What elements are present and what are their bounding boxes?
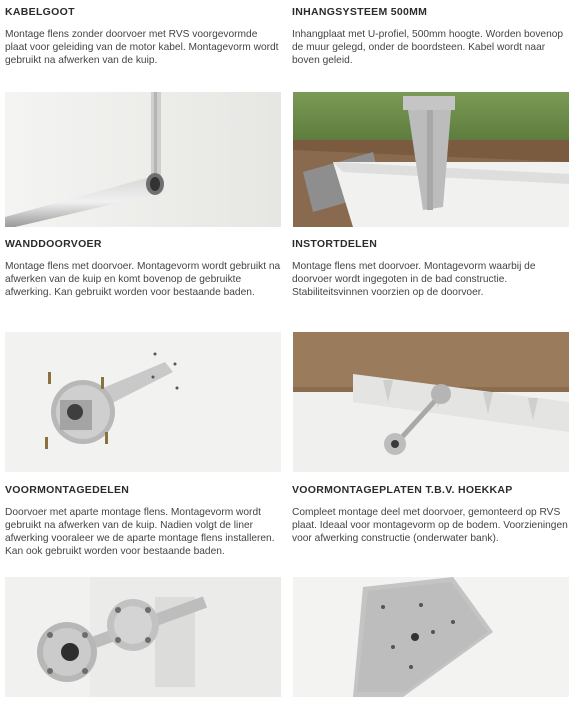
section-description: Montage flens met doorvoer. Montagevorm waarbij de doorvoer wordt ingegoten in de bad constructie. Stabiliteitsvinnen voorzien op de doorvoer.	[292, 261, 536, 299]
section-description: Montage flens zonder doorvoer met RVS voorgevormde plaat voor geleiding van de motor kabel. Montagevorm wordt gebruikt na afwerken van de kuip.	[5, 29, 279, 67]
section-description: Montage flens met doorvoer. Montagevorm wordt gebruikt na afwerken van de kuip en komt bovenop de gebruikte afwerking. Kan gebruikt worden voor bestaande baden.	[5, 261, 281, 299]
photo-voormontageplaten	[293, 577, 569, 697]
section-wanddoorvoer	[5, 238, 281, 299]
photo-inhangsysteem	[293, 92, 569, 227]
section-voormontageplaten	[292, 484, 570, 545]
section-description: Inhangplaat met U-profiel, 500mm hoogte. Worden bovenop de muur gelegd, onder de boordsteen. Kabel wordt naar boven geleid.	[292, 29, 564, 67]
section-description: Doorvoer met aparte montage flens. Montagevorm wordt gebruikt na afwerken van de kuip. Nadien volgt de liner afwerking vooraleer we de aparte montage flens installeren. Kan ook gebruikt worden voor bestaande baden.	[5, 507, 275, 558]
section-title: WANDDOORVOER	[5, 238, 102, 250]
photo-voormontagedelen	[5, 577, 281, 697]
section-kabelgoot	[5, 6, 281, 67]
section-title: INHANGSYSTEEM 500MM	[292, 6, 428, 18]
section-title: VOORMONTAGEPLATEN T.B.V. HOEKKAP	[292, 484, 513, 496]
photo-wanddoorvoer	[5, 332, 281, 472]
photo-kabelgoot	[5, 92, 281, 227]
section-inhangsysteem	[292, 6, 570, 67]
section-title: INSTORTDELEN	[292, 238, 378, 250]
section-title: VOORMONTAGEDELEN	[5, 484, 130, 496]
section-voormontagedelen	[5, 484, 281, 558]
section-instortdelen	[292, 238, 570, 299]
photo-instortdelen	[293, 332, 569, 472]
section-description: Compleet montage deel met doorvoer, gemonteerd op RVS plaat. Ideaal voor montagevorm op de bodem. Voorzieningen voor afwerking constructie (onderwater bank).	[292, 507, 568, 545]
section-title: KABELGOOT	[5, 6, 75, 18]
